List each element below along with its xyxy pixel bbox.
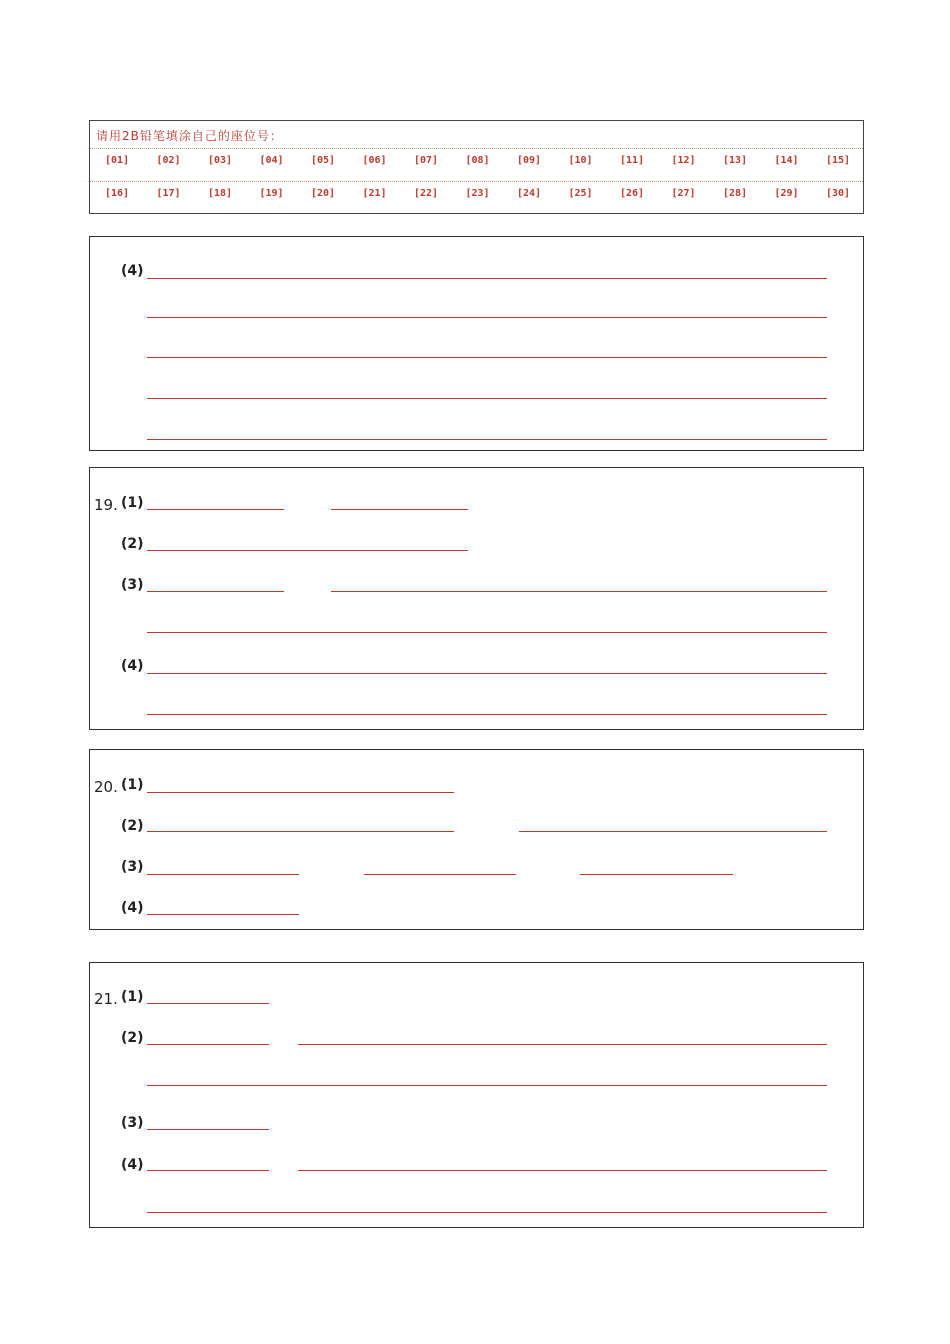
part-label: (3) bbox=[121, 577, 144, 593]
seat-option[interactable]: [12] bbox=[671, 155, 696, 166]
part-label: (2) bbox=[121, 818, 144, 834]
seat-option[interactable]: [22] bbox=[413, 188, 439, 199]
answer-line[interactable] bbox=[298, 1170, 827, 1171]
seat-option[interactable]: [26] bbox=[619, 188, 645, 199]
seat-option[interactable]: [20] bbox=[310, 188, 336, 199]
seat-option[interactable]: [24] bbox=[516, 188, 542, 199]
answer-line[interactable] bbox=[147, 831, 454, 832]
seat-option[interactable]: [10] bbox=[568, 155, 593, 166]
seat-option[interactable]: [06] bbox=[362, 155, 387, 166]
answer-line[interactable] bbox=[147, 591, 284, 592]
answer-box-21 bbox=[89, 962, 864, 1228]
seat-option[interactable]: [09] bbox=[516, 155, 542, 166]
answer-line[interactable] bbox=[147, 1170, 269, 1171]
seat-option[interactable]: [01] bbox=[104, 155, 130, 166]
part-label: (3) bbox=[121, 859, 144, 875]
seat-option[interactable]: [05] bbox=[310, 155, 336, 166]
answer-line[interactable] bbox=[147, 509, 284, 510]
seat-option[interactable]: [23] bbox=[465, 188, 490, 199]
seat-option[interactable]: [25] bbox=[568, 188, 593, 199]
seat-instruction: 请用2B铅笔填涂自己的座位号： bbox=[96, 129, 283, 143]
divider bbox=[90, 181, 863, 182]
part-label: (1) bbox=[121, 495, 144, 511]
seat-row-2 bbox=[90, 188, 863, 215]
part-label: (4) bbox=[121, 900, 144, 916]
seat-option[interactable]: [13] bbox=[722, 155, 748, 166]
answer-line[interactable] bbox=[147, 1003, 269, 1004]
seat-option[interactable]: [21] bbox=[362, 188, 387, 199]
seat-option[interactable]: [03] bbox=[207, 155, 233, 166]
answer-line[interactable] bbox=[147, 632, 827, 633]
answer-line[interactable] bbox=[147, 439, 827, 440]
question-number: 19. bbox=[94, 496, 118, 514]
part-label: (1) bbox=[121, 989, 144, 1005]
part-label: (1) bbox=[121, 777, 144, 793]
answer-line[interactable] bbox=[147, 914, 299, 915]
question-number: 20. bbox=[94, 778, 118, 796]
seat-option[interactable]: [19] bbox=[259, 188, 284, 199]
answer-line[interactable] bbox=[147, 714, 827, 715]
part-label: (2) bbox=[121, 536, 144, 552]
answer-line[interactable] bbox=[147, 550, 468, 551]
answer-line[interactable] bbox=[147, 317, 827, 318]
answer-line[interactable] bbox=[147, 1085, 827, 1086]
seat-option[interactable]: [02] bbox=[156, 155, 181, 166]
seat-option[interactable]: [17] bbox=[156, 188, 181, 199]
answer-line[interactable] bbox=[147, 278, 827, 279]
question-number: 21. bbox=[94, 990, 118, 1008]
answer-line[interactable] bbox=[147, 398, 827, 399]
answer-line[interactable] bbox=[147, 874, 299, 875]
answer-line[interactable] bbox=[147, 357, 827, 358]
divider bbox=[90, 148, 863, 149]
answer-box-20 bbox=[89, 749, 864, 930]
seat-option[interactable]: [27] bbox=[671, 188, 696, 199]
part-label: (4) bbox=[121, 1157, 144, 1173]
seat-row-1 bbox=[90, 155, 863, 182]
answer-line[interactable] bbox=[331, 591, 827, 592]
part-label: (3) bbox=[121, 1115, 144, 1131]
seat-option[interactable]: [30] bbox=[825, 188, 851, 199]
seat-number-panel bbox=[89, 120, 864, 214]
answer-line[interactable] bbox=[580, 874, 733, 875]
seat-option[interactable]: [04] bbox=[259, 155, 284, 166]
part-label: (4) bbox=[121, 658, 144, 674]
seat-option[interactable]: [08] bbox=[465, 155, 490, 166]
part-label: (2) bbox=[121, 1030, 144, 1046]
seat-option[interactable]: [14] bbox=[774, 155, 799, 166]
answer-line[interactable] bbox=[298, 1044, 827, 1045]
answer-line[interactable] bbox=[364, 874, 516, 875]
answer-line[interactable] bbox=[147, 673, 827, 674]
answer-box-19 bbox=[89, 467, 864, 730]
part-label: (4) bbox=[121, 263, 144, 279]
answer-line[interactable] bbox=[519, 831, 827, 832]
answer-line[interactable] bbox=[147, 1129, 269, 1130]
seat-option[interactable]: [11] bbox=[619, 155, 645, 166]
answer-line[interactable] bbox=[331, 509, 468, 510]
seat-option[interactable]: [16] bbox=[104, 188, 130, 199]
seat-option[interactable]: [07] bbox=[413, 155, 439, 166]
answer-line[interactable] bbox=[147, 792, 454, 793]
answer-line[interactable] bbox=[147, 1212, 827, 1213]
seat-option[interactable]: [15] bbox=[825, 155, 851, 166]
answer-box-18 bbox=[89, 236, 864, 451]
seat-option[interactable]: [18] bbox=[207, 188, 233, 199]
answer-line[interactable] bbox=[147, 1044, 269, 1045]
seat-option[interactable]: [28] bbox=[722, 188, 748, 199]
seat-option[interactable]: [29] bbox=[774, 188, 799, 199]
